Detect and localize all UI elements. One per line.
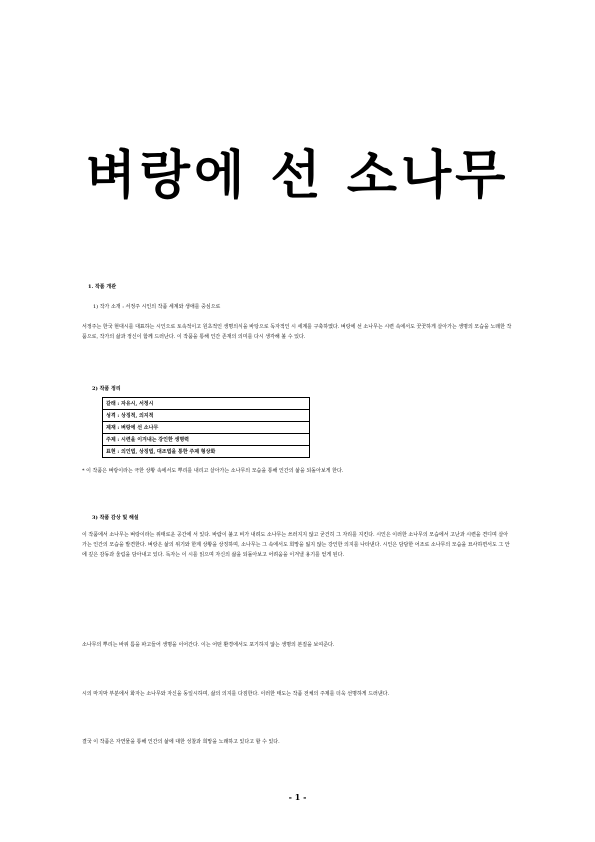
table-cell: 갈래 : 자유시, 서정시 (103, 398, 310, 410)
section3-paragraph-2: 소나무의 뿌리는 바위 틈을 파고들어 생명을 이어간다. 이는 어떤 환경에서도 포기하지 않는 생명의 본질을 보여준다. (82, 642, 335, 648)
table-cell: 표현 : 의인법, 상징법, 대조법을 통한 주제 형상화 (103, 446, 310, 458)
table-cell: 성격 : 상징적, 의지적 (103, 410, 310, 422)
section2-heading: 2) 작품 정리 (92, 386, 121, 392)
section1-paragraph: 서정주는 한국 현대시를 대표하는 시인으로 토속적이고 원초적인 생명의식을 바탕으로 독자적인 시 세계를 구축하였다. 벼랑에 선 소나무는 시련 속에서도 꿋꿋하게 살아가는 생명의 모습을 노래한 작품으로, 작가의 삶과 정신이 함께 드러난다. 이 작품을 통해 인간 존재의 의미를 다시 생각해 볼 수 있다. (82, 324, 512, 340)
table-row (103, 422, 310, 434)
section1-heading: 1. 작품 개관 (88, 284, 117, 290)
section3-paragraph-4: 결국 이 작품은 자연물을 통해 인간의 삶에 대한 성찰과 희망을 노래하고 있다고 할 수 있다. (82, 739, 280, 745)
info-table (102, 397, 310, 458)
table-cell: 주제 : 시련을 이겨내는 강인한 생명력 (103, 434, 310, 446)
section2-note: * 이 작품은 벼랑이라는 극한 상황 속에서도 뿌리를 내리고 살아가는 소나무의 모습을 통해 인간의 삶을 되돌아보게 한다. (82, 468, 344, 474)
section3-paragraph-3: 시의 마지막 부분에서 화자는 소나무와 자신을 동일시하며, 삶의 의지를 다짐한다. 이러한 태도는 작품 전체의 주제를 더욱 선명하게 드러낸다. (82, 691, 390, 697)
document-title: 벼랑에 선 소나무 (85, 145, 510, 206)
table-row (103, 446, 310, 458)
section3-paragraph-1: 이 작품에서 소나무는 벼랑이라는 위태로운 공간에 서 있다. 바람이 불고 비가 내려도 소나무는 쓰러지지 않고 굳건히 그 자리를 지킨다. 시인은 이러한 소나무의 모습에서 고난과 시련을 견디며 살아가는 인간의 모습을 발견한다. 벼랑은 삶의 위기와 한계 상황을 상징하며, 소나무는 그 속에서도 희망을 잃지 않는 강인한 의지를 나타낸다. 시인은 담담한 어조로 소나무의 모습을 묘사하면서도 그 안에 깊은 감동과 울림을 담아내고 있다. 독자는 이 시를 읽으며 자신의 삶을 되돌아보고 어려움을 이겨낼 용기를 얻게 된다. (82, 532, 510, 558)
section1-subheading: 1) 작가 소개 : 서정주 시인의 작품 세계와 생애를 중심으로 (93, 304, 221, 310)
table-row (103, 434, 310, 446)
table-row (103, 398, 310, 410)
section3-heading: 3) 작품 감상 및 해설 (92, 515, 139, 521)
table-cell: 제재 : 벼랑에 선 소나무 (103, 422, 310, 434)
table-row (103, 410, 310, 422)
page-number: - 1 - (288, 792, 307, 802)
